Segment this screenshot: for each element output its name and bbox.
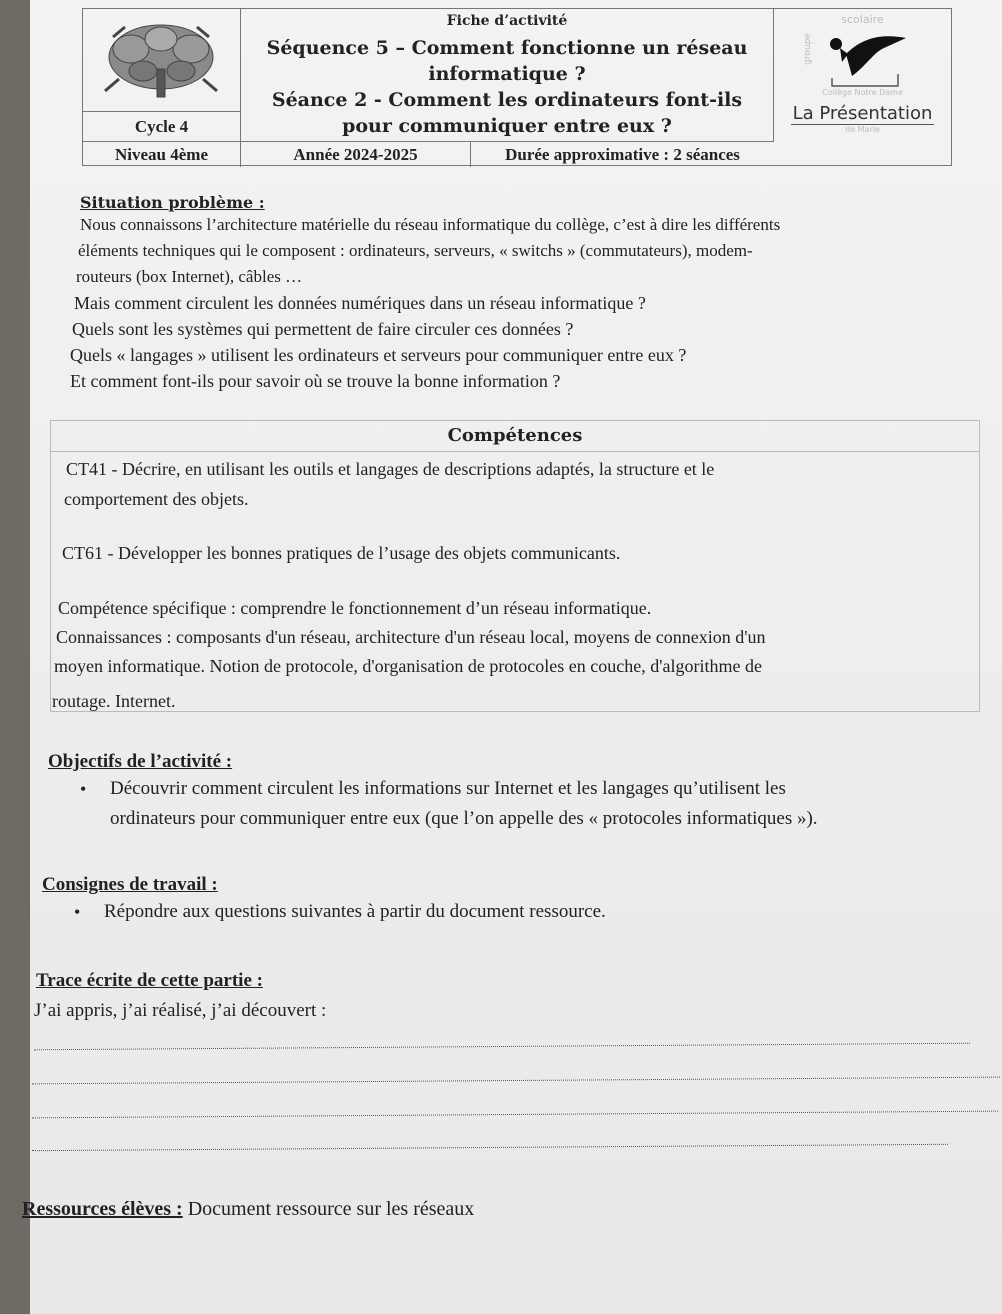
situation-line-5: Quels sont les systèmes qui permettent de faire circuler ces données ? <box>72 319 574 339</box>
brand-vertical-text: groupe <box>802 33 813 65</box>
connaissances-line-2: moyen informatique. Notion de protocole, d'organisation de protocoles en couche, d'algorithme de <box>54 656 762 676</box>
consignes-title: Consignes de travail : <box>42 874 218 895</box>
objectifs-line-1: • Découvrir comment circulent les informations sur Internet et les langages qu’utilisent les <box>110 778 786 799</box>
cycle-label: Cycle 4 <box>83 112 241 142</box>
sequence-line-2: informatique ? <box>428 63 586 85</box>
trace-title: Trace écrite de cette partie : <box>36 970 263 991</box>
brand-sub-text: de Marie <box>845 125 880 134</box>
competences-title: Compétences <box>51 421 979 452</box>
objectifs-line-2: ordinateurs pour communiquer entre eux (que l’on appelle des « protocoles informatiques »). <box>110 808 818 829</box>
brand-top-text: scolaire <box>841 13 884 26</box>
brand-logo <box>774 26 951 88</box>
connaissances-line-1: Connaissances : composants d'un réseau, architecture d'un réseau local, moyens de connexion d'un <box>56 627 766 647</box>
ct41-line-1: CT41 - Décrire, en utilisant les outils et langages de descriptions adaptés, la structure et le <box>66 459 715 479</box>
annee-label: Année 2024-2025 <box>241 142 471 167</box>
seance-line-2: pour communiquer entre eux ? <box>342 115 672 137</box>
situation-line-7: Et comment font-ils pour savoir où se trouve la bonne information ? <box>70 371 561 391</box>
brand-cell <box>774 9 951 142</box>
brand-name: La Présentation <box>792 103 933 124</box>
trace-line-1: J’ai appris, j’ai réalisé, j’ai découvert : <box>34 1000 327 1021</box>
situation-line-3: routeurs (box Internet), câbles … <box>76 267 303 286</box>
objectifs-bullet <box>110 775 990 833</box>
connaissances-line-3: routage. Internet. <box>52 691 176 711</box>
consignes-line-1: • Répondre aux questions suivantes à partir du document ressource. <box>104 901 606 922</box>
situation-line-1: Nous connaissons l’architecture matérielle du réseau informatique du collège, c’est à dire les différents <box>80 215 781 234</box>
niveau-label: Niveau 4ème <box>83 142 241 167</box>
situation-line-2: éléments techniques qui le composent : ordinateurs, serveurs, « switchs » (commutateurs), modem- <box>78 241 753 260</box>
tree-logo-icon <box>83 9 239 110</box>
ressources-text: Document ressource sur les réseaux <box>182 1198 475 1220</box>
competence-specifique: Compétence spécifique : comprendre le fonctionnement d’un réseau informatique. <box>58 598 652 618</box>
seance-title <box>241 87 773 139</box>
brand-small-text: Collège Notre Dame <box>822 88 903 97</box>
ct61-text: CT61 - Développer les bonnes pratiques de l’usage des objets communicants. <box>62 543 621 563</box>
header-table <box>82 8 952 166</box>
ressources-label: Ressources élèves : <box>22 1198 183 1220</box>
consignes-bullet <box>104 898 606 926</box>
ressources-line <box>22 1196 474 1222</box>
objectifs-title: Objectifs de l’activité : <box>48 751 233 772</box>
ct41-line-2: comportement des objets. <box>64 489 249 509</box>
title-cell <box>241 9 774 142</box>
situation-line-4: Mais comment circulent les données numériques dans un réseau informatique ? <box>74 293 646 313</box>
seance-line-1: Séance 2 - Comment les ordinateurs font-ils <box>271 89 743 111</box>
situation-line-6: Quels « langages » utilisent les ordinateurs et serveurs pour communiquer entre eux ? <box>70 345 687 365</box>
duree-label: Durée approximative : 2 séances <box>505 145 740 164</box>
presentation-logo-icon <box>774 26 951 88</box>
logo-cell <box>83 9 241 112</box>
sequence-title <box>241 35 773 87</box>
sequence-line-1: Séquence 5 – Comment fonctionne un réseau <box>266 37 748 59</box>
fiche-title: Fiche d’activité <box>446 13 568 29</box>
situation-title: Situation problème : <box>80 193 265 212</box>
